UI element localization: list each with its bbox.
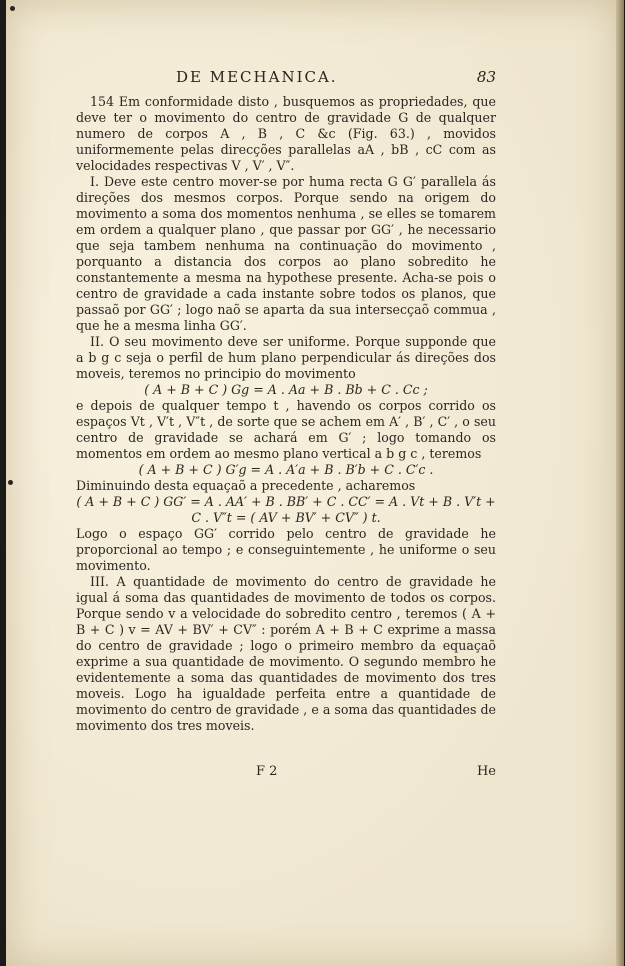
equation-3: ( A + B + C ) GG′ = A . AA′ + B . BB′ + C . CC′ = A . Vt + B . V′t + C . V″t = ( AV + BV′ + CV″ ) t. (76, 494, 496, 525)
ink-speck (8, 480, 13, 485)
book-page (6, 0, 618, 966)
paragraph-154: 154 Em conformidade disto , busquemos as propriedades, que deve ter o movimento do centro de gravidade G de qualquer numero de corpos A , B , C &c (Fig. 63.) , movidos uniformemente pelas direcções parallelas aA , bB , cC com as velocidades respectivas V , V′ , V″. (76, 94, 496, 173)
signature-mark: F 2 (256, 764, 278, 779)
running-title: DE MECHANICA. (176, 68, 338, 86)
paragraph-after-eq1: e depois de qualquer tempo t , havendo os corpos corrido os espaços Vt , V′t , V″t , de sorte que se achem em A′ , B′ , C′ , o seu centro de gravidade se achará em G′ ; logo tomando os momentos em ordem ao mesmo plano vertical a b g c , teremos (76, 398, 496, 461)
page-edge (616, 0, 624, 966)
equation-1: ( A + B + C ) Gg = A . Aa + B . Bb + C . Cc ; (144, 382, 428, 397)
paragraph-i: I. Deve este centro mover-se por huma recta G G′ parallela ás direções dos mesmos corpos. Porque sendo na origem do movimento a soma dos momentos nenhuma , se elles se tomarem em ordem a qualquer plano , que passar por GG′ , he necessario que seja tambem nenhuma na continuação do movimento , porquanto a distancia dos corpos ao plano sobredito he constantemente a mesma na hypothese presente. Acha-se pois o centro de gravidade a cada instante sobre todos os planos, que passaõ por GG′ ; logo naõ se aparta da sua intersecçaõ commua , que he a mesma linha GG′. (76, 174, 496, 333)
page-footer (76, 764, 496, 782)
running-header (76, 68, 496, 88)
ink-speck (10, 6, 15, 11)
paragraph-iii: III. A quantidade de movimento do centro de gravidade he igual á soma das quantidades de movimento de todos os corpos. Porque sendo v a velocidade do sobredito centro , teremos ( A + B + C ) v = AV + BV′ + CV″ : porém A + B + C exprime a massa do centro de gravidade ; logo o primeiro membro da equaçaõ exprime a sua quantidade de movimento. O segundo membro he evidentemente a soma das quantidades de movimento dos tres moveis. Logo ha igualdade perfeita entre a quantidade de movimento do centro de gravidade , e a soma das quantidades de movimento dos tres moveis. (76, 574, 496, 733)
catchword: He (476, 764, 496, 779)
page-number: 83 (476, 68, 496, 86)
paragraph-ii: II. O seu movimento deve ser uniforme. Porque supponde que a b g c seja o perfil de hum plano perpendicular ás direções dos moveis, teremos no principio do movimento (76, 334, 496, 381)
paragraph-after-eq3: Logo o espaço GG′ corrido pelo centro de gravidade he proporcional ao tempo ; e conseguintemente , he uniforme o seu movimento. (76, 526, 496, 573)
text-body (76, 94, 496, 734)
paragraph-after-eq2: Diminuindo desta equaçaõ a precedente , acharemos (76, 478, 416, 493)
equation-2: ( A + B + C ) G′g = A . A′a + B . B′b + C . C′c . (138, 462, 434, 477)
